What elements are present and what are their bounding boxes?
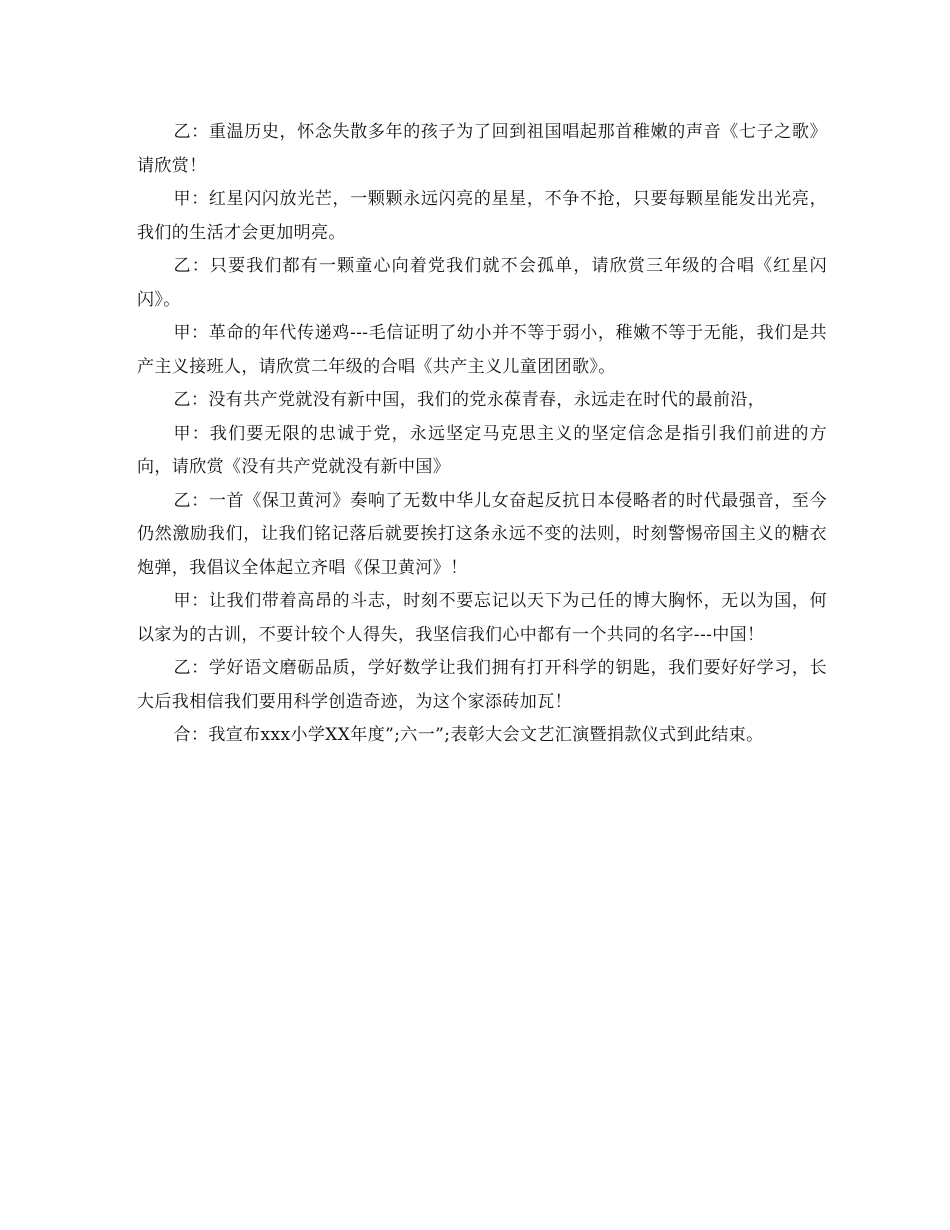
paragraph: 乙：重温历史，怀念失散多年的孩子为了回到祖国唱起那首稚嫩的声音《七子之歌》请欣赏！	[137, 122, 827, 176]
paragraph: 甲：我们要无限的忠诚于党，永远坚定马克思主义的坚定信念是指引我们前进的方向，请欣赏《没有共产党就没有新中国》	[137, 423, 827, 477]
paragraph: 乙：只要我们都有一颗童心向着党我们就不会孤单，请欣赏三年级的合唱《红星闪闪》。	[137, 256, 827, 310]
document-body	[137, 116, 827, 753]
paragraph: 合：我宣布xxx小学XX年度”;六一”;表彰大会文艺汇演暨捐款仪式到此结束。	[173, 725, 764, 745]
paragraph: 甲：让我们带着高昂的斗志，时刻不要忘记以天下为己任的博大胸怀，无以为国，何以家为的古训，不要计较个人得失，我坚信我们心中都有一个共同的名字---中国！	[137, 591, 827, 645]
paragraph: 乙：一首《保卫黄河》奏响了无数中华儿女奋起反抗日本侵略者的时代最强音，至今仍然激励我们，让我们铭记落后就要挨打这条永远不变的法则，时刻警惕帝国主义的糖衣炮弹，我倡议全体起立齐唱《保卫黄河》！	[137, 490, 827, 578]
paragraph: 乙：没有共产党就没有新中国，我们的党永葆青春，永远走在时代的最前沿，	[173, 390, 766, 410]
paragraph: 乙：学好语文磨砺品质，学好数学让我们拥有打开科学的钥匙，我们要好好学习，长大后我相信我们要用科学创造奇迹，为这个家添砖加瓦！	[137, 658, 827, 712]
paragraph: 甲：革命的年代传递鸡---毛信证明了幼小并不等于弱小，稚嫩不等于无能，我们是共产主义接班人，请欣赏二年级的合唱《共产主义儿童团团歌》。	[137, 323, 827, 377]
paragraph: 甲：红星闪闪放光芒，一颗颗永远闪亮的星星，不争不抢，只要每颗星能发出光亮，我们的生活才会更加明亮。	[137, 189, 827, 243]
